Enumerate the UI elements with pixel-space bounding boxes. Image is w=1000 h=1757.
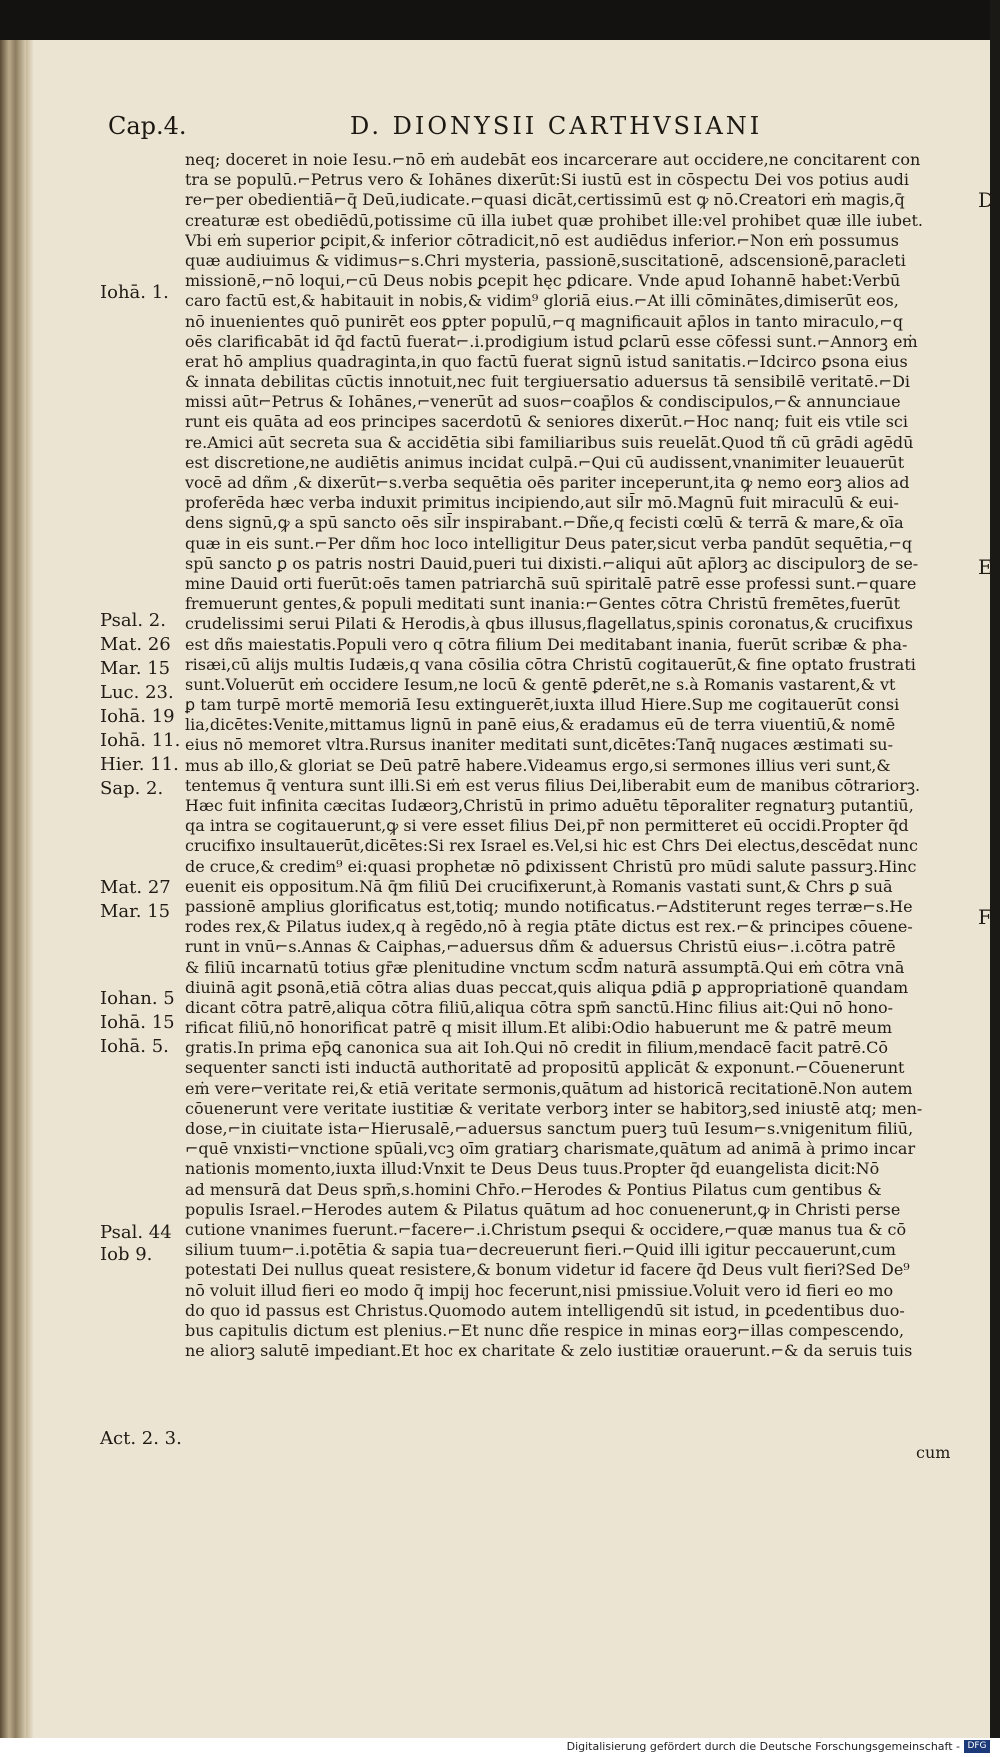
dfg-logo: DFG [964,1740,990,1753]
margin-reference: Luc. 23. [100,682,174,703]
text-line: cutione vnanimes fuerunt.⌐facere⌐.i.Christum ꝑsequi & occidere,⌐quæ manus tua & cō [185,1219,907,1239]
text-line: ad mensurā dat Deus spm̄,s.homini Chr̄o.⌐Herodes & Pontius Pilatus cum gentibus & [185,1179,882,1199]
text-line: missionē,⌐nō loqui,⌐cū Deus nobis ꝑcepit hęc ꝑdicare. Vnde apud Iohannē habet:Verbū [185,271,901,291]
text-line: ꝑ tam turpē mortē memoriā Iesu extinguerēt,iuxta illud Hiere.Sup me cogitauerūt consi [185,695,900,715]
text-line: qa intra se cogitauerunt,ꝙ si vere esset filius Dei,pr̄ non permitteret eū occidi.Propter q̄d [185,816,909,836]
margin-reference: Iohā. 19 [100,706,175,727]
text-line: quæ audiuimus & vidimus⌐s.Chri mysteria, passionē,suscitationē, adscensionē,paracleti [185,250,906,270]
page-gutter [26,40,34,1757]
text-line: eius nō memoret vltra.Rursus inaniter meditati sunt,dicētes:Tanq̄ nugaces æstimati su- [185,735,893,755]
text-line: euenit eis oppositum.Nā q̄m filiū Dei crucifixerunt,à Romanis vastati sunt,& Chrs ꝑ suā [185,876,893,896]
chapter-label: Cap.4. [108,112,187,140]
text-line: dicant cōtra patrē,aliqua cōtra filiū,aliqua cōtra spm̄ sanctū.Hinc filius ait:Qui nō hono- [185,997,894,1017]
text-line: eṁ vere⌐veritate rei,& etiā veritate sermonis,quātum ad historicā recitationē.Non autem [185,1078,913,1098]
scan-background-top [0,0,1000,40]
text-line: proferēda hæc verba induxit primitus incipiendo,aut sil̄r mō.Magnū fuit miraculū & eui- [185,493,899,513]
text-line: tra se populū.⌐Petrus vero & Iohānes dixerūt:Si iustū est in cōspectu Dei vos potius audi [185,170,910,190]
text-line: neq; doceret in noie Iesu.⌐nō eṁ audebāt eos incarcerare aut occidere,ne concitarent con [185,150,921,169]
text-line: runt in vnū⌐s.Annas & Caiphas,⌐aduersus dñm & aduersus Christū eius⌐.i.cōtra patrē [185,937,896,957]
text-line: nō inuenientes quō punirēt eos ꝑpter populū,⌐q magnificauit ap̄los in tanto miraculo,⌐q [185,311,904,331]
text-line: oēs clarificabāt id q̄d factū fuerat⌐.i.prodigium istud ꝑclarū esse cōfessi sunt.⌐Annorꝫ eṁ [185,331,918,351]
text-line: ne aliorꝫ salutē impediant.Et hoc ex charitate & zelo iustitiæ orauerunt.⌐& da seruis tuis [185,1341,913,1361]
margin-reference: Mar. 15 [100,658,171,679]
text-line: & filiū incarnatū totius gr̄æ plenitudine vnctum scd̄m naturā assumptā.Qui eṁ cōtra vnā [185,957,905,977]
text-line: fremuerunt gentes,& populi meditati sunt inania:⌐Gentes cōtra Christū fremētes,fuerūt [185,594,901,614]
page-header [0,112,1000,152]
margin-reference: Mat. 26 [100,634,171,655]
margin-reference: Iob 9. [100,1244,153,1265]
text-line: spū sancto ꝑ os patris nostri Dauid,pueri tui dixisti.⌐aliqui aūt ap̄lorꝫ ac discipulorꝫ de se- [185,553,919,573]
book-spine [0,40,26,1757]
margin-reference: Sap. 2. [100,778,164,799]
margin-reference: Psal. 44 [100,1222,172,1243]
text-line: nō voluit illud fieri eo modo q̄ impij hoc fecerunt,nisi pmissiue.Voluit vero id fieri eo mo [185,1280,894,1300]
text-line: ⌐quē vnxisti⌐vnctione spūali,vcꝫ oīm gratiarꝫ charismate,quātum ad animā à primo incar [185,1139,916,1159]
text-line: potestati Dei nullus queat resistere,& bonum videtur id facere q̄d Deus vult fieri?Sed De⁹ [185,1260,910,1280]
text-line: sequenter sancti isti inductā authoritatē ad propositū applicāt & exponunt.⌐Cōuenerunt [185,1058,905,1078]
text-line: sunt.Voluerūt eṁ occidere Iesum,ne locū & gentē ꝑderēt,ne s.à Romanis vastarent,& vt [185,674,896,694]
section-letter-d: D [978,188,995,212]
text-line: lia,dicētes:Venite,mittamus lignū in panē eius,& eradamus eū de terra viuentiū,& nomē [185,715,896,735]
digitization-credit: Digitalisierung gefördert durch die Deutsche Forschungsgemeinschaft - [566,1740,960,1753]
text-line: cōuenerunt vere veritate iustitiæ & veritate verborꝫ inter se habitorꝫ,sed iniustē atq; men- [185,1098,923,1118]
margin-reference: Psal. 2. [100,610,166,631]
text-line: mus ab illo,& gloriat se Deū patrē habere.Videamus ergo,si sermones illius veri sunt,& [185,755,891,775]
margin-reference: Mar. 15 [100,901,171,922]
margin-reference: Iohā. 15 [100,1012,175,1033]
text-line: populis Israel.⌐Herodes autem & Pilatus quātum ad hoc conuenerunt,ꝙ in Christi perse [185,1199,901,1219]
text-line: nationis momento,iuxta illud:Vnxit te Deus Deus tuus.Propter q̄d euangelista dicit:Nō [185,1159,880,1179]
text-line: gratis.In prima ep̄ꝗ canonica sua ait Ioh.Qui nō credit in filium,mendacē facit patrē.Cō [185,1038,889,1058]
text-line: diuinā agit ꝑsonā,etiā cōtra alias duas peccat,quis aliqua ꝑdiā ꝑ appropriationē quandam [185,977,909,997]
text-line: missi aūt⌐Petrus & Iohānes,⌐venerūt ad suos⌐coap̄los & condiscipulos,⌐& annunciaue [185,392,901,412]
text-line: crudelissimi serui Pilati & Herodis,à qbus illusus,flagellatus,spinis coronatus,& crucifixus [185,614,913,634]
section-letter-f: F [978,905,992,929]
section-letter-e: E [978,555,993,579]
text-line: dose,⌐in ciuitate ista⌐Hierusalē,⌐aduersus sanctum puerꝫ tuū Iesum⌐s.vnigenitum filiū, [185,1119,914,1138]
text-line: dens signū,ꝙ a spū sancto oēs sil̄r inspirabant.⌐Dñe,q fecisti cœlū & terrā & mare,& oīa [185,513,904,533]
text-line: & innata debilitas cūctis innotuit,nec fuit tergiuersatio aduersus tā sensibilē veritatē.⌐Di [185,372,911,392]
text-line: crucifixo insultauerūt,dicētes:Si rex Israel es.Vel,si hic est Chrs Dei electus,descēdat nunc [185,836,918,856]
margin-reference: Iohā. 11. [100,730,181,751]
text-line: est dñs maiestatis.Populi vero q cōtra filium Dei meditabant inania, fuerūt scribæ & pha- [185,634,908,654]
text-line: bus capitulis dictum est plenius.⌐Et nunc dñe respice in minas eorꝫ⌐illas compescendo, [185,1320,905,1340]
text-line: mine Dauid orti fuerūt:oēs tamen patriarchā suū spiritalē patrē esse professi sunt.⌐quare [185,573,917,593]
text-line: re⌐per obedientiā⌐q̄ Deū,iudicate.⌐quasi dicāt,certissimū est ꝙ nō.Creatori eṁ magis,q̄ [185,190,905,210]
text-line: vocē ad dñm ,& dixerūt⌐s.verba sequētia oēs pariter inceperunt,ita ꝙ nemo eorꝫ alios ad [185,473,910,492]
text-line: silium tuum⌐.i.potētia & sapia tua⌐decreuerunt fieri.⌐Quid illi igitur peccauerunt,cum [185,1240,896,1260]
text-line: rodes rex,& Pilatus iudex,q à regēdo,nō à regia ptāte dictus est rex.⌐& principes cōuene- [185,917,913,937]
text-line: tentemus q̄ ventura sunt illi.Si eṁ est verus filius Dei,liberabit eum de manibus cōtrariorꝫ. [185,775,921,795]
text-line: quæ in eis sunt.⌐Per dñm hoc loco intelligitur Deus pater,sicut verba pandūt sequētia,⌐q [185,533,913,553]
text-line: caro factū est,& habitauit in nobis,& vidim⁹ gloriā eius.⌐At illi cōminātes,dimiserūt eos, [185,291,899,311]
margin-reference: Mat. 27 [100,877,171,898]
text-line: runt eis quāta ad eos principes sacerdotū & seniores dixerūt.⌐Hoc nanq; fuit eis vtile sci [185,412,908,432]
margin-reference: Iohā. 5. [100,1036,169,1057]
text-line: erat hō amplius quadraginta,in quo factū fuerat signū istud sanitatis.⌐Idcirco ꝑsona eius [185,351,908,371]
text-line: do quo id passus est Christus.Quomodo autem intelligendū sit istud, in ꝑcedentibus duo- [185,1300,905,1320]
margin-reference: Iohan. 5 [100,988,175,1009]
text-line: creaturæ est obediēdū,potissime cū illa iubet quæ prohibet ille:vel prohibet quæ ille iubet. [185,210,923,230]
text-line: est discretione,ne audiētis animus incidat culpā.⌐Qui cū audissent,vnanimiter leuauerūt [185,452,905,472]
main-text-block [185,150,957,1361]
text-line: passionē amplius glorificatus est,totiq; mundo notificatus.⌐Adstiterunt reges terræ⌐s.He [185,896,913,916]
margin-reference: Hier. 11. [100,754,179,775]
catchword: cum [916,1443,951,1462]
text-line: Vbi eṁ superior ꝑcipit,& inferior cōtradicit,nō est audiēdus inferior.⌐Non eṁ possumus [185,230,899,250]
scan-background-right [990,0,1000,1757]
margin-reference: Act. 2. 3. [100,1428,182,1449]
text-line: de cruce,& credim⁹ ei:quasi prophetæ nō ꝑdixissent Christū pro mūdi salute passurꝫ.Hinc [185,856,917,876]
running-title: D. DIONYSII CARTHVSIANI [350,112,763,140]
margin-reference: Iohā. 1. [100,282,169,303]
text-line: re.Amici aūt secreta sua & accidētia sibi familiaribus suis reuelāt.Quod tñ cū grādi agēdū [185,432,914,452]
text-line: Hæc fuit infinita cæcitas Iudæorꝫ,Christū in primo aduētu tēporaliter regnaturꝫ putantiū, [185,796,914,815]
text-line: risæi,cū alijs multis Iudæis,q vana cōsilia cōtra Christū cogitauerūt,& fine optato frustrati [185,654,916,674]
text-line: rificat filiū,nō honorificat patrē q misit illum.Et alibi:Odio habuerunt me & patrē meum [185,1018,893,1038]
